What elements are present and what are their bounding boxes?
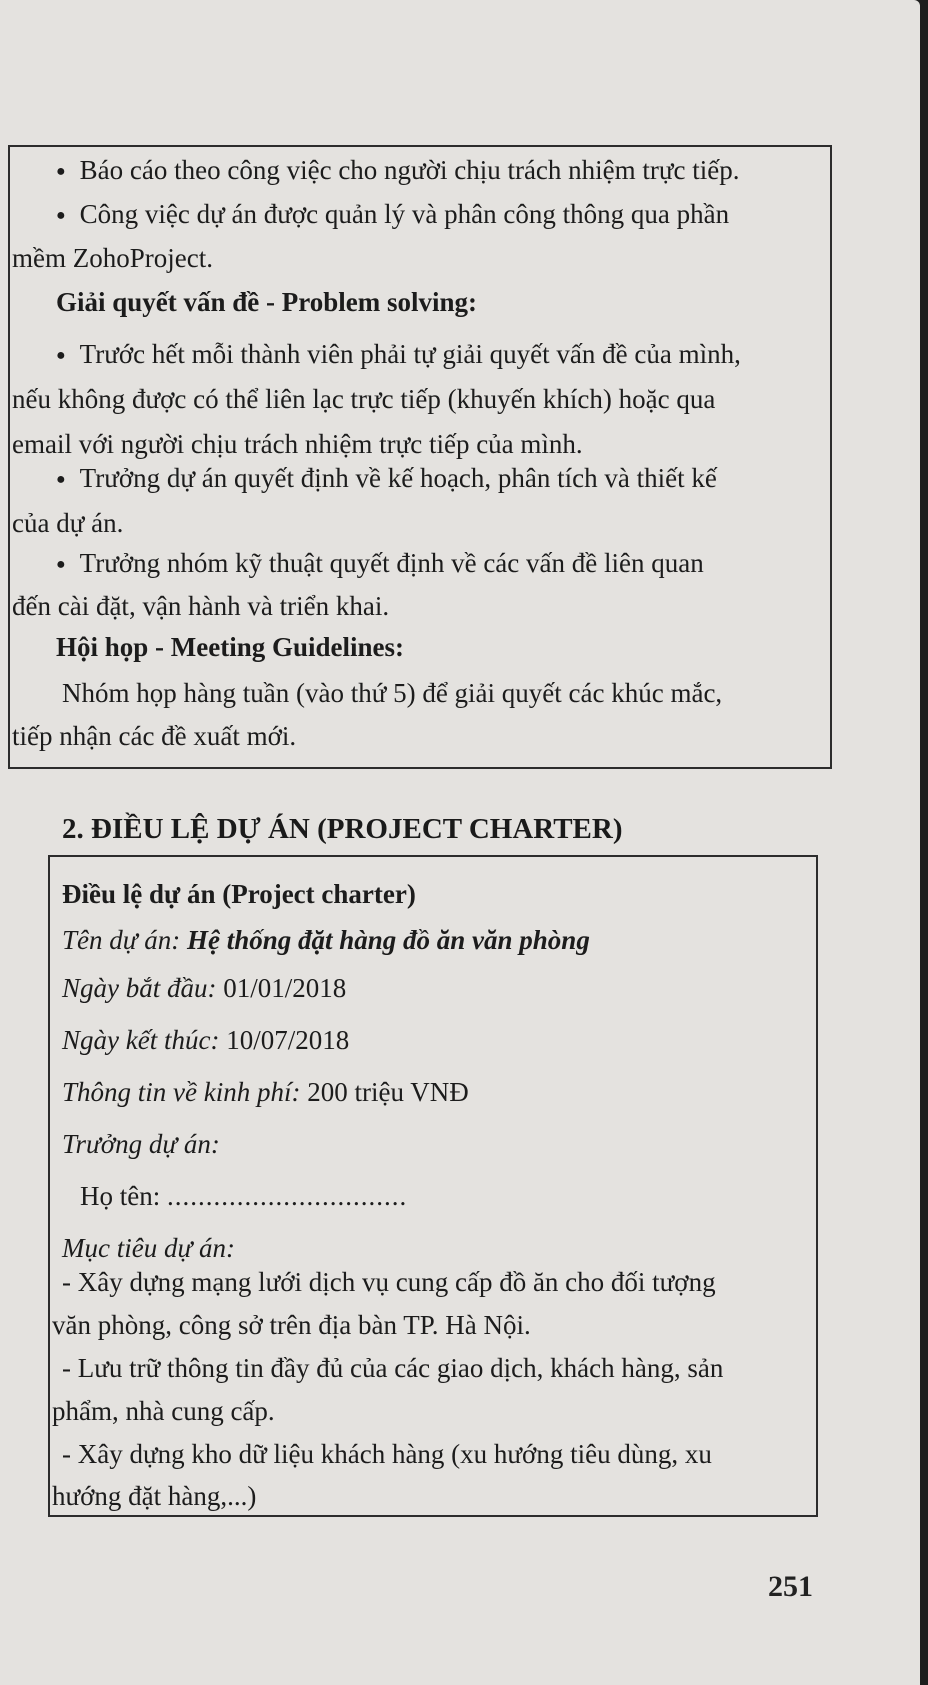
bullet-zohoproject: ● Công việc dự án được quản lý và phân công thông qua phần: [56, 196, 729, 237]
goal-2: - Lưu trữ thông tin đầy đủ của các giao dịch, khách hàng, sản: [62, 1353, 724, 1383]
fullname-label: Họ tên:: [80, 1181, 161, 1211]
meeting-text: Nhóm họp hàng tuần (vào thứ 5) để giải quyết các khúc mắc,: [62, 678, 723, 708]
end-date-value: 10/07/2018: [226, 1025, 350, 1055]
bullet-tech-lead-cont: đến cài đặt, vận hành và triển khai.: [12, 591, 390, 621]
start-date-value: 01/01/2018: [223, 973, 347, 1003]
charter-heading: Điều lệ dự án (Project charter): [62, 879, 416, 909]
section-title-project-charter: 2. ĐIỀU LỆ DỰ ÁN (PROJECT CHARTER): [62, 813, 623, 845]
goal-2-cont: phẩm, nhà cung cấp.: [52, 1396, 275, 1426]
goal-3-cont: hướng đặt hàng,...): [52, 1481, 257, 1511]
bullet-self-solve-cont2: email với người chịu trách nhiệm trực tiếp của mình.: [12, 429, 583, 459]
bullet-tech-lead: ● Trưởng nhóm kỹ thuật quyết định về các vấn đề liên quan: [56, 545, 704, 586]
charter-fullname: [80, 1178, 407, 1214]
page-number: 251: [768, 1570, 813, 1603]
fullname-value: ...............................: [167, 1181, 408, 1211]
manager-label: Trưởng dự án:: [62, 1129, 220, 1159]
bullet-self-solve-cont1: nếu không được có thể liên lạc trực tiếp (khuyến khích) hoặc qua: [12, 384, 716, 414]
charter-budget: [62, 1074, 469, 1110]
charter-end-date: [62, 1022, 349, 1058]
goals-label: Mục tiêu dự án:: [62, 1233, 235, 1263]
heading-problem-solving: Giải quyết vấn đề - Problem solving:: [56, 287, 478, 317]
bullet-zohoproject-cont: mềm ZohoProject.: [12, 243, 213, 273]
goal-1-cont: văn phòng, công sở trên địa bàn TP. Hà Nội.: [52, 1310, 531, 1340]
meeting-text-cont: tiếp nhận các đề xuất mới.: [12, 721, 297, 751]
bullet-self-solve: ● Trước hết mỗi thành viên phải tự giải quyết vấn đề của mình,: [56, 336, 741, 377]
bullet-project-lead-cont: của dự án.: [12, 508, 124, 538]
heading-meeting-guidelines: Hội họp - Meeting Guidelines:: [56, 632, 405, 662]
project-name-label: Tên dự án:: [62, 925, 181, 955]
budget-label: Thông tin về kinh phí:: [62, 1077, 301, 1107]
bullet-project-lead: ● Trưởng dự án quyết định về kế hoạch, phân tích và thiết kế: [56, 460, 717, 501]
project-name-value: Hệ thống đặt hàng đồ ăn văn phòng: [186, 925, 590, 955]
bullet-report: ● Báo cáo theo công việc cho người chịu trách nhiệm trực tiếp.: [56, 152, 740, 193]
charter-start-date: [62, 970, 346, 1006]
goal-1: - Xây dựng mạng lưới dịch vụ cung cấp đồ ăn cho đối tượng: [62, 1267, 716, 1297]
budget-value: 200 triệu VNĐ: [307, 1077, 469, 1107]
end-date-label: Ngày kết thúc:: [62, 1025, 220, 1055]
charter-project-name: [62, 922, 590, 958]
start-date-label: Ngày bắt đầu:: [62, 973, 217, 1003]
goal-3: - Xây dựng kho dữ liệu khách hàng (xu hướng tiêu dùng, xu: [62, 1439, 712, 1469]
